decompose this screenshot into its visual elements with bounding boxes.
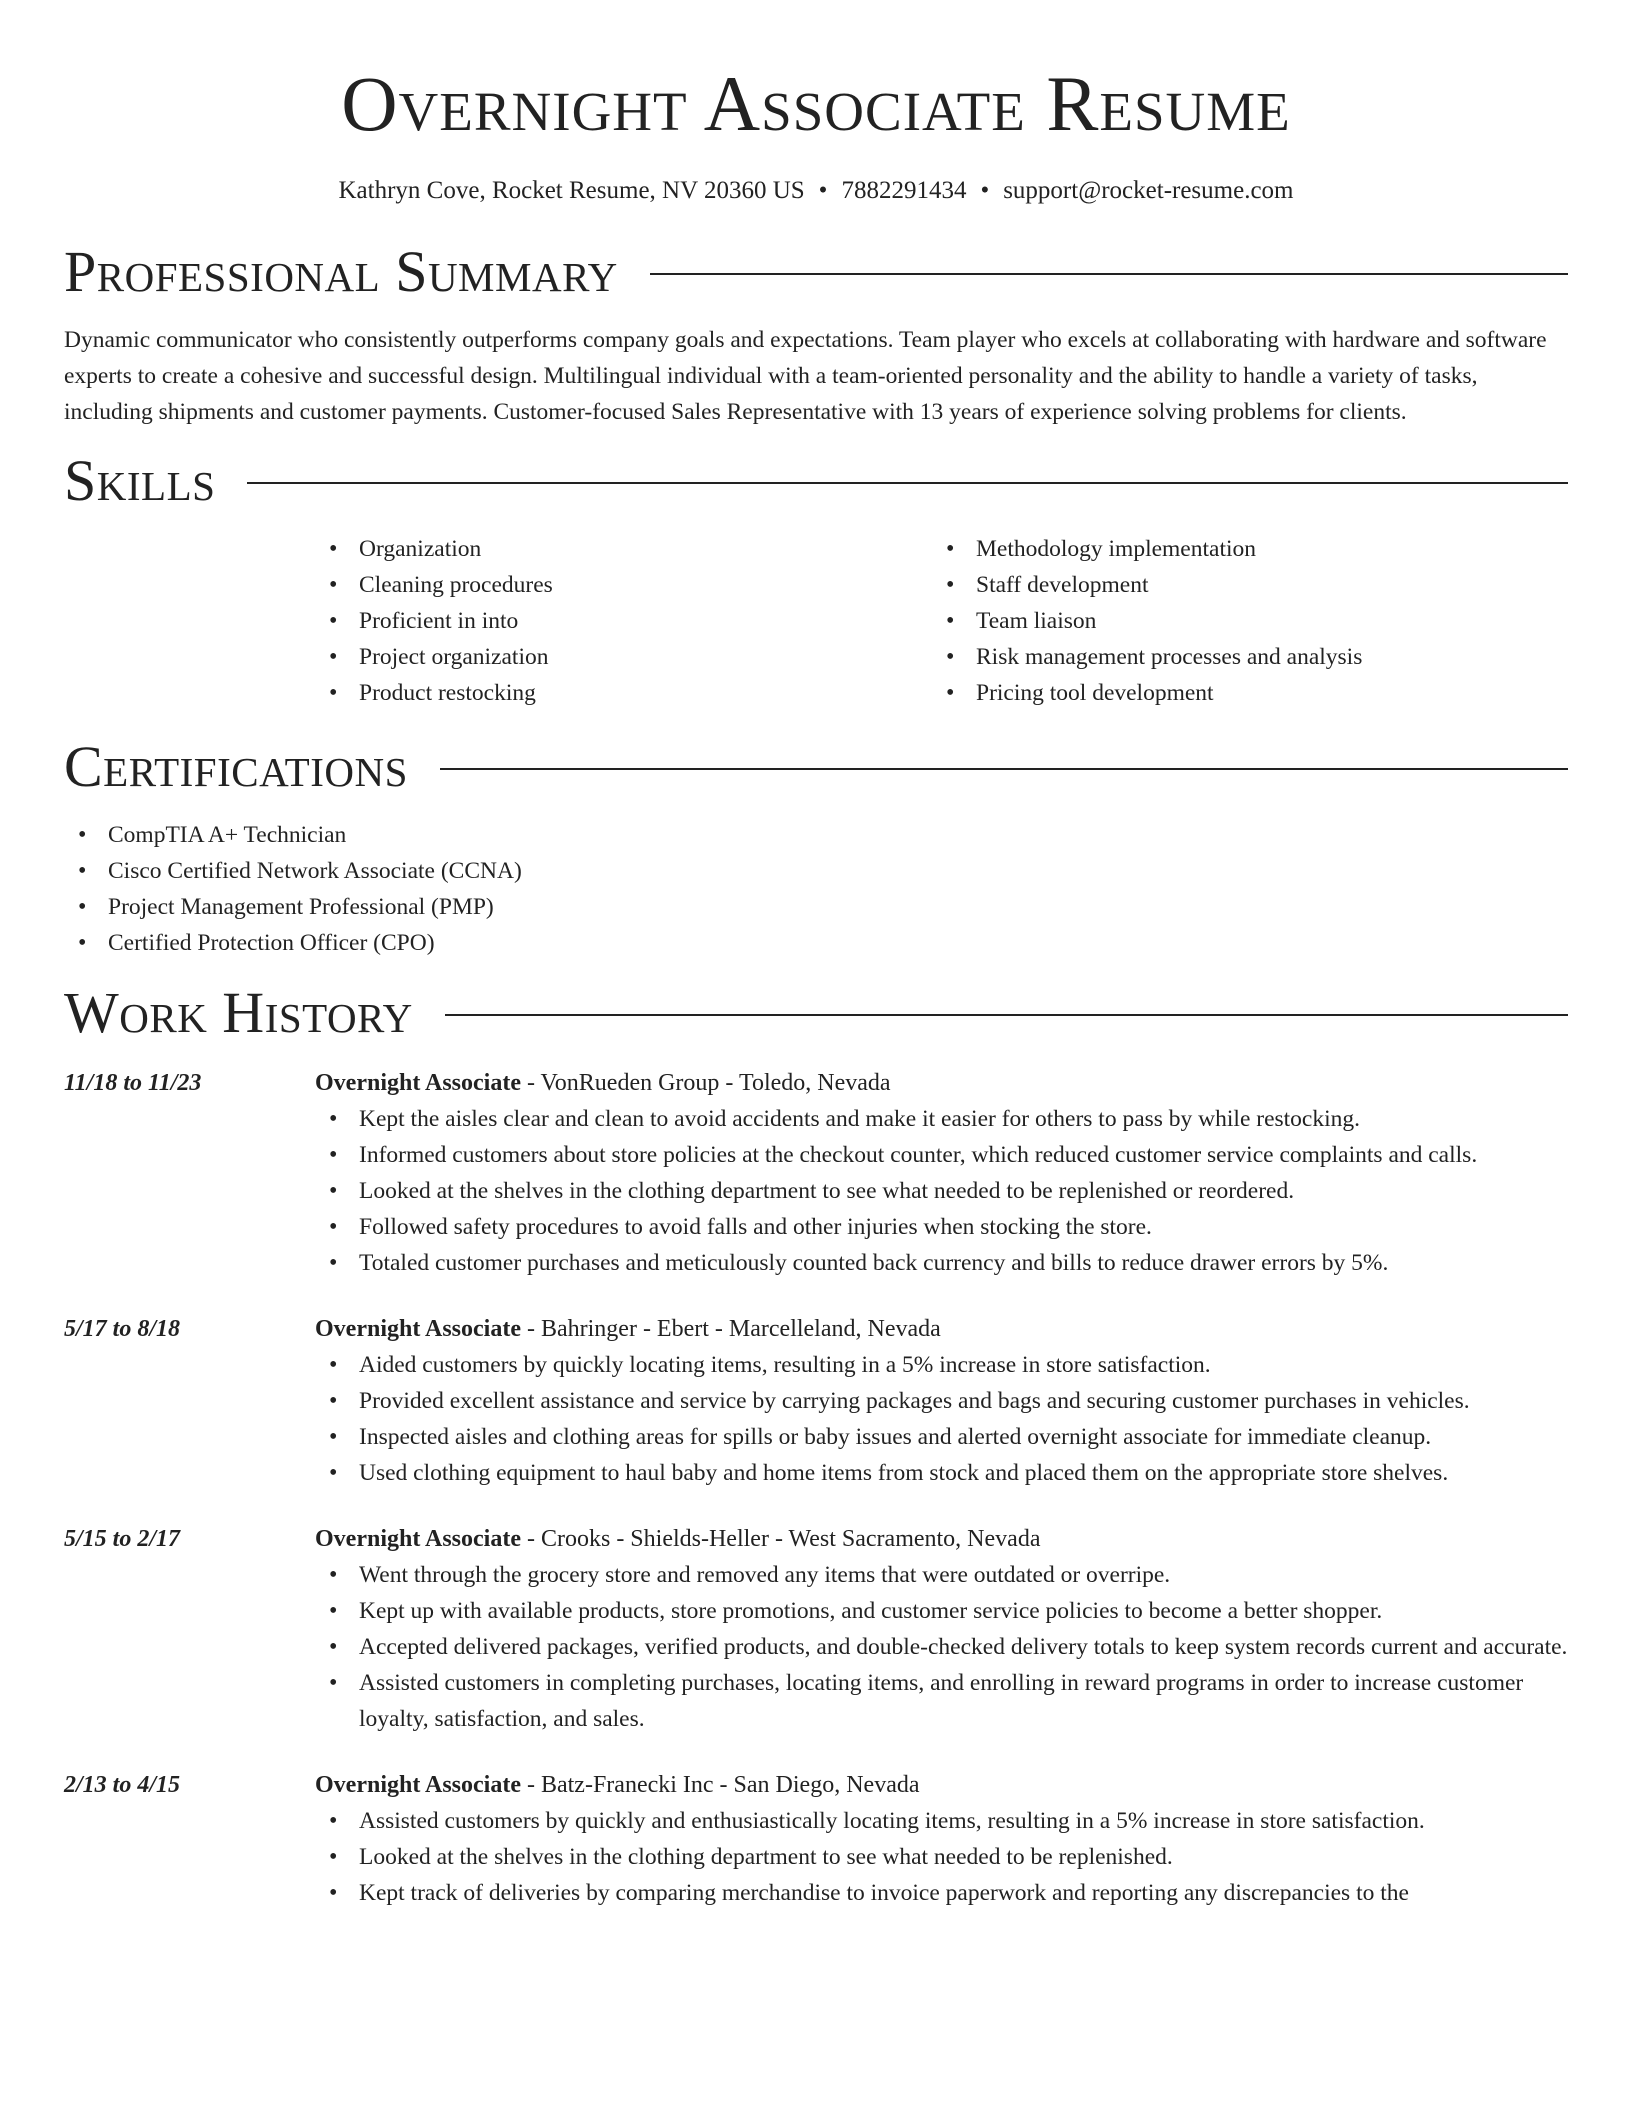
job-duty: • Provided excellent assistance and service by carrying packages and bags and securing customer purchases in vehicles.	[315, 1383, 1568, 1419]
job-title: Overnight Associate	[315, 1526, 521, 1552]
summary-heading-row	[64, 240, 1568, 304]
job-duties	[315, 1803, 1568, 1911]
skill-item: • Team liaison	[932, 603, 1549, 639]
job-duty: • Kept the aisles clear and clean to avoid accidents and make it easier for others to pass by while restocking.	[315, 1101, 1568, 1137]
job-body	[315, 1521, 1568, 1737]
bullet-icon: •	[329, 680, 338, 706]
job-duty: • Accepted delivered packages, verified products, and double-checked delivery totals to keep system records current and accurate.	[315, 1629, 1568, 1665]
summary-section	[64, 240, 1568, 430]
bullet-icon: •	[329, 1808, 338, 1834]
job-duty: • Looked at the shelves in the clothing department to see what needed to be replenished or reordered.	[315, 1173, 1568, 1209]
job-dates: 2/13 to 4/15	[64, 1772, 181, 1798]
bullet-icon: •	[329, 608, 338, 634]
section-divider	[247, 482, 1568, 484]
summary-heading: Professional Summary	[64, 239, 618, 304]
skills-heading-row	[64, 449, 1568, 513]
section-divider	[440, 768, 1568, 770]
bullet-icon: •	[329, 1670, 338, 1696]
job-company: - Bahringer - Ebert - Marcelleland, Nevada	[520, 1316, 941, 1342]
job-entry	[64, 1065, 1568, 1281]
bullet-icon: •	[329, 1106, 338, 1132]
bullet-icon: •	[946, 572, 955, 598]
job-title-line	[315, 1311, 1568, 1347]
contact-separator: •	[818, 177, 828, 204]
contact-separator: •	[980, 177, 990, 204]
job-duty: • Went through the grocery store and removed any items that were outdated or overripe.	[315, 1557, 1568, 1593]
job-company: - Crooks - Shields-Heller - West Sacramento, Nevada	[520, 1526, 1041, 1552]
certification-item: • CompTIA A+ Technician	[64, 817, 1568, 853]
job-duties	[315, 1101, 1568, 1281]
job-title: Overnight Associate	[315, 1772, 521, 1798]
job-duty: • Used clothing equipment to haul baby and home items from stock and placed them on the appropriate store shelves.	[315, 1455, 1568, 1491]
resume-title: Overnight Associate Resume	[341, 60, 1291, 147]
contact-address: Kathryn Cove, Rocket Resume, NV 20360 US	[338, 177, 805, 204]
skill-item: • Cleaning procedures	[315, 567, 932, 603]
job-title: Overnight Associate	[315, 1070, 521, 1096]
job-duty: • Followed safety procedures to avoid falls and other injuries when stocking the store.	[315, 1209, 1568, 1245]
job-duty: • Looked at the shelves in the clothing department to see what needed to be replenished.	[315, 1839, 1568, 1875]
job-duties	[315, 1557, 1568, 1737]
job-duty: • Assisted customers in completing purchases, locating items, and enrolling in reward programs in order to increase customer loyalty, satisfaction, and sales.	[315, 1665, 1568, 1737]
bullet-icon: •	[78, 930, 87, 956]
certification-item: • Certified Protection Officer (CPO)	[64, 925, 1568, 961]
skill-item: • Proficient in into	[315, 603, 932, 639]
contact-line	[64, 176, 1568, 206]
job-entry	[64, 1521, 1568, 1737]
bullet-icon: •	[329, 1352, 338, 1378]
job-duty: • Inspected aisles and clothing areas for spills or baby issues and alerted overnight associate for immediate cleanup.	[315, 1419, 1568, 1455]
certifications-list	[64, 817, 1568, 961]
skill-item: • Methodology implementation	[932, 531, 1549, 567]
job-title-line	[315, 1767, 1568, 1803]
job-title-line	[315, 1065, 1568, 1101]
job-dates: 5/17 to 8/18	[64, 1316, 181, 1342]
bullet-icon: •	[329, 1844, 338, 1870]
bullet-icon: •	[329, 1562, 338, 1588]
bullet-icon: •	[329, 1250, 338, 1276]
skills-heading: Skills	[64, 448, 216, 513]
bullet-icon: •	[946, 608, 955, 634]
job-dates: 5/15 to 2/17	[64, 1526, 181, 1552]
skills-grid	[315, 531, 1568, 711]
bullet-icon: •	[78, 858, 87, 884]
bullet-icon: •	[329, 1142, 338, 1168]
job-entry	[64, 1311, 1568, 1491]
job-duty: • Totaled customer purchases and meticulously counted back currency and bills to reduce drawer errors by 5%.	[315, 1245, 1568, 1281]
job-title: Overnight Associate	[315, 1316, 521, 1342]
job-duty: • Kept up with available products, store promotions, and customer service policies to become a better shopper.	[315, 1593, 1568, 1629]
certifications-heading-row	[64, 735, 1568, 799]
job-duties	[315, 1347, 1568, 1491]
bullet-icon: •	[329, 572, 338, 598]
skill-item: • Risk management processes and analysis	[932, 639, 1549, 675]
summary-text: Dynamic communicator who consistently outperforms company goals and expectations. Team player who excels at collaborating with hardware and software experts to create a cohesive and successful design. Multilingual individual with a team-oriented personality and the ability to handle a variety of tasks, including shipments and customer payments. Customer-focused Sales Representative with 13 years of experience solving problems for clients.	[64, 327, 1547, 425]
job-dates: 11/18 to 11/23	[64, 1070, 202, 1096]
work-history-heading: Work History	[64, 980, 413, 1045]
bullet-icon: •	[329, 1634, 338, 1660]
bullet-icon: •	[329, 1214, 338, 1240]
certifications-heading: Certifications	[64, 734, 408, 799]
bullet-icon: •	[78, 822, 87, 848]
contact-phone: 7882291434	[841, 177, 967, 204]
bullet-icon: •	[329, 1880, 338, 1906]
work-history-section	[64, 981, 1568, 1911]
job-duty: • Assisted customers by quickly and enthusiastically locating items, resulting in a 5% increase in store satisfaction.	[315, 1803, 1568, 1839]
job-body	[315, 1311, 1568, 1491]
bullet-icon: •	[329, 1178, 338, 1204]
contact-email: support@rocket-resume.com	[1003, 177, 1294, 204]
job-company: - Batz-Franecki Inc - San Diego, Nevada	[520, 1772, 920, 1798]
skill-item: • Project organization	[315, 639, 932, 675]
job-duty: • Aided customers by quickly locating items, resulting in a 5% increase in store satisfaction.	[315, 1347, 1568, 1383]
bullet-icon: •	[329, 1388, 338, 1414]
job-duty: • Informed customers about store policies at the checkout counter, which reduced customer service complaints and calls.	[315, 1137, 1568, 1173]
bullet-icon: •	[78, 894, 87, 920]
bullet-icon: •	[946, 536, 955, 562]
certification-item: • Project Management Professional (PMP)	[64, 889, 1568, 925]
bullet-icon: •	[329, 536, 338, 562]
bullet-icon: •	[329, 1424, 338, 1450]
skill-item: • Product restocking	[315, 675, 932, 711]
job-entry	[64, 1767, 1568, 1911]
section-divider	[650, 273, 1568, 275]
job-body	[315, 1767, 1568, 1911]
skills-list-left	[315, 531, 932, 711]
section-divider	[445, 1014, 1568, 1016]
certification-item: • Cisco Certified Network Associate (CCNA)	[64, 853, 1568, 889]
job-duty: • Kept track of deliveries by comparing merchandise to invoice paperwork and reporting any discrepancies to the	[315, 1875, 1568, 1911]
skill-item: • Organization	[315, 531, 932, 567]
bullet-icon: •	[329, 1598, 338, 1624]
skill-item: • Staff development	[932, 567, 1549, 603]
bullet-icon: •	[329, 1460, 338, 1486]
work-history-heading-row	[64, 981, 1568, 1045]
bullet-icon: •	[329, 644, 338, 670]
job-company: - VonRueden Group - Toledo, Nevada	[520, 1070, 891, 1096]
skills-section	[64, 449, 1568, 711]
skill-item: • Pricing tool development	[932, 675, 1549, 711]
skills-list-right	[932, 531, 1549, 711]
bullet-icon: •	[946, 644, 955, 670]
bullet-icon: •	[946, 680, 955, 706]
job-title-line	[315, 1521, 1568, 1557]
certifications-section	[64, 735, 1568, 961]
job-body	[315, 1065, 1568, 1281]
